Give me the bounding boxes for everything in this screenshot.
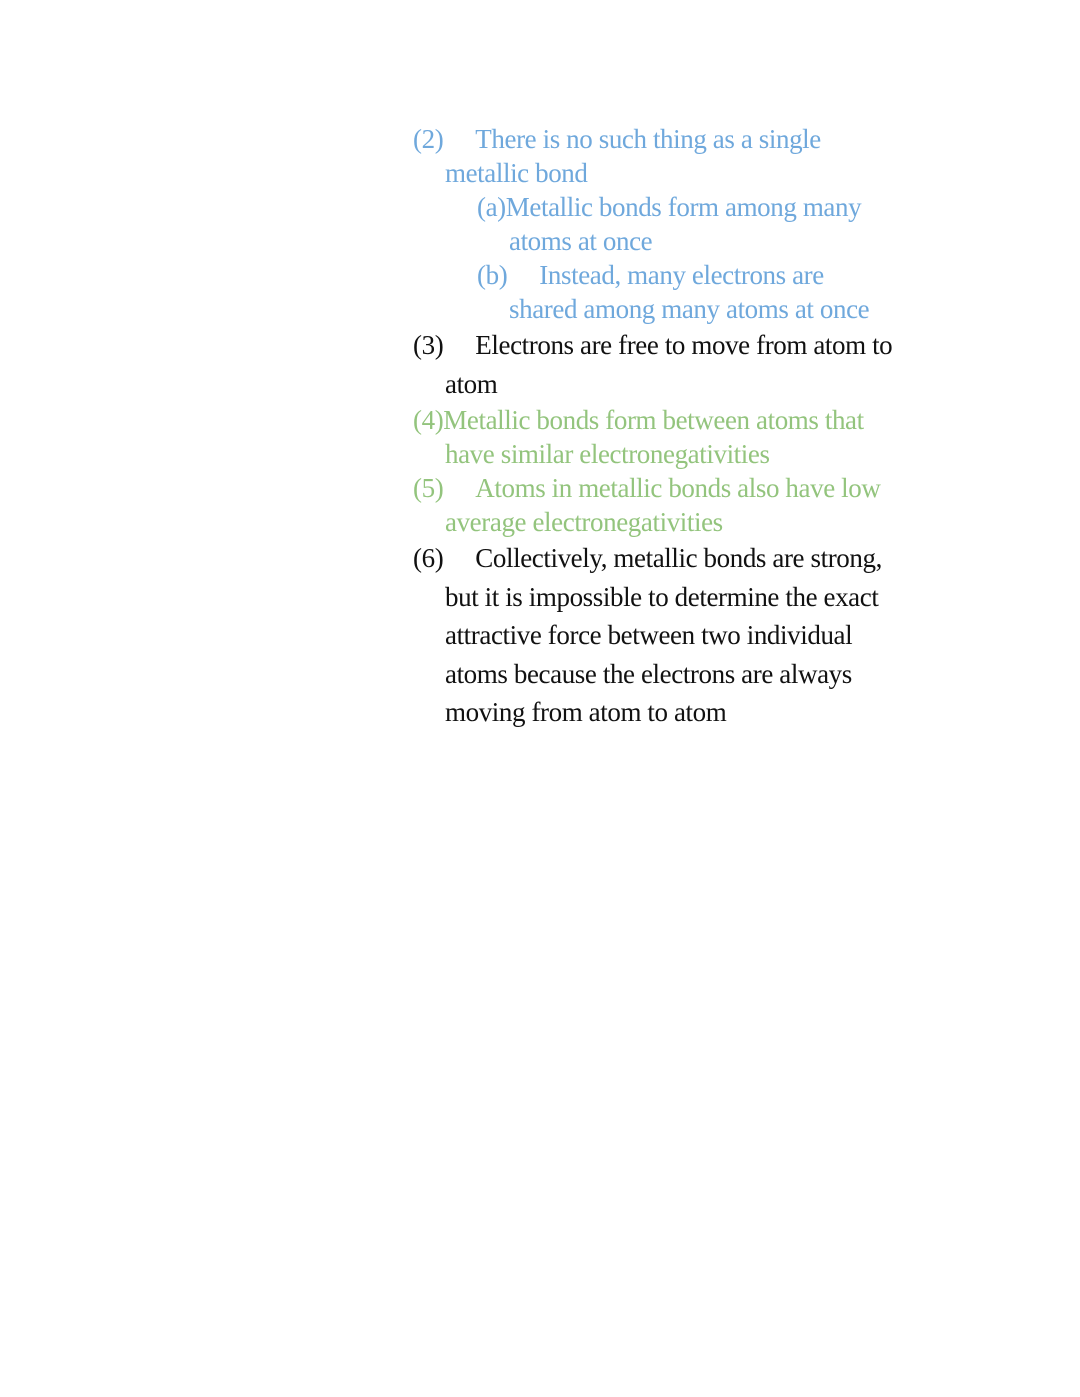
item-2-line-2: metallic bond	[445, 158, 588, 188]
item-number: (4)	[413, 405, 444, 435]
item-6-line-4: atoms because the electrons are always	[445, 658, 852, 689]
item-6-line-5: moving from atom to atom	[445, 697, 727, 727]
outline-item-4	[413, 403, 973, 471]
outline-item-6	[413, 539, 973, 732]
item-3-line-1	[413, 326, 973, 365]
item-number: (6)	[413, 543, 444, 573]
item-number: (3)	[413, 330, 444, 360]
item-text: There is no such thing as a single	[475, 124, 821, 154]
subitem-text: Instead, many electrons are	[539, 260, 824, 290]
item-text: Atoms in metallic bonds also have low	[475, 473, 881, 503]
item-number: (2)	[413, 124, 444, 154]
item-6-line-1	[413, 539, 973, 578]
subitem-b-line-2: shared among many atoms at once	[509, 294, 870, 324]
subitem-a-line-2: atoms at once	[509, 226, 653, 256]
item-number: (5)	[413, 473, 444, 503]
outline-item-3	[413, 326, 973, 403]
item-5-line-1	[413, 471, 973, 505]
subitem-b-line-1	[413, 258, 973, 292]
subitem-number: (a)	[477, 192, 506, 222]
outline-item-2	[413, 122, 973, 326]
item-2-line-1	[413, 122, 973, 156]
subitem-number: (b)	[477, 260, 508, 290]
outline-subitem-b	[413, 258, 973, 326]
subitem-a-line-1	[413, 190, 973, 224]
outline-item-5	[413, 471, 973, 539]
item-text: Metallic bonds form between atoms that	[443, 405, 864, 435]
item-3-line-2: atom	[445, 368, 498, 399]
item-text: Electrons are free to move from atom to	[475, 330, 893, 360]
item-6-line-2: but it is impossible to determine the exact	[445, 581, 879, 612]
subitem-text: Metallic bonds form among many	[505, 192, 862, 222]
item-5-line-2: average electronegativities	[445, 507, 723, 537]
item-6-line-3: attractive force between two individual	[445, 620, 853, 650]
item-text: Collectively, metallic bonds are strong,	[475, 543, 882, 573]
outline-subitem-a	[413, 190, 973, 258]
outline-list	[413, 122, 973, 732]
item-4-line-2: have similar electronegativities	[445, 439, 770, 469]
item-4-line-1	[413, 403, 973, 437]
